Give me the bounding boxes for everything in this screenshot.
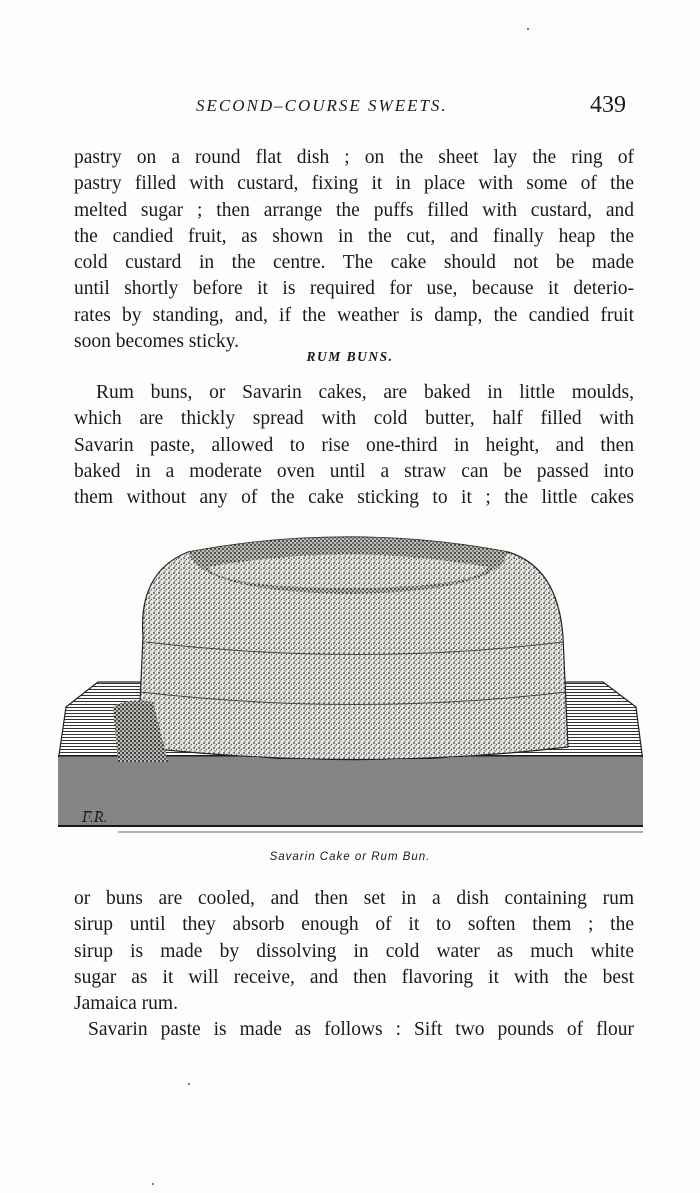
text-line: them without any of the cake sticking to it ; the little cakes — [74, 487, 634, 509]
text-line: sirup is made by dissolving in cold water as much white — [74, 940, 634, 962]
text-line: pastry filled with custard, fixing it in place with some of the — [74, 173, 634, 195]
text-line: melted sugar ; then arrange the puffs filled with custard, and — [74, 199, 634, 221]
page-header — [0, 92, 700, 126]
text-line: soon becomes sticky. — [74, 331, 239, 353]
text-line: sirup until they absorb enough of it to soften them ; the — [74, 914, 634, 936]
section-title: RUM BUNS. — [306, 349, 394, 364]
text-line: cold custard in the centre. The cake should not be made — [74, 252, 634, 274]
page-number: 439 — [590, 92, 626, 118]
text-line: rates by standing, and, if the weather is damp, the candied fruit — [74, 304, 634, 326]
engraver-signature: F.R. — [82, 809, 108, 826]
paragraph-2 — [74, 380, 634, 511]
text-line: baked in a moderate oven until a straw can be passed into — [74, 460, 634, 482]
text-line: or buns are cooled, and then set in a dish containing rum — [74, 888, 634, 909]
text-line: Savarin paste is made as follows : Sift two pounds of flour — [88, 1019, 634, 1041]
text-line: Rum buns, or Savarin cakes, are baked in little moulds, — [96, 382, 634, 403]
savarin-cake-illustration — [58, 532, 643, 837]
illustration-caption: Savarin Cake or Rum Bun. — [269, 851, 431, 863]
text-line: until shortly before it is required for use, because it deterio- — [74, 278, 634, 300]
paragraph-1 — [74, 145, 634, 355]
paper-speck — [527, 28, 529, 30]
paragraph-3 — [74, 886, 634, 1044]
text-line: Jamaica rum. — [74, 993, 178, 1015]
text-line: Savarin paste, allowed to rise one-third in height, and then — [74, 434, 634, 456]
engraving-image — [58, 532, 643, 837]
paper-speck — [188, 1083, 190, 1085]
text-line: the candied fruit, as shown in the cut, and finally heap the — [74, 225, 634, 247]
text-line: which are thickly spread with cold butter, half filled with — [74, 408, 634, 430]
running-head: SECOND–COURSE SWEETS. — [196, 96, 448, 115]
text-line: sugar as it will receive, and then flavoring it with the best — [74, 966, 634, 988]
text-line: pastry on a round flat dish ; on the sheet lay the ring of — [74, 147, 634, 168]
paper-speck — [152, 1183, 154, 1185]
